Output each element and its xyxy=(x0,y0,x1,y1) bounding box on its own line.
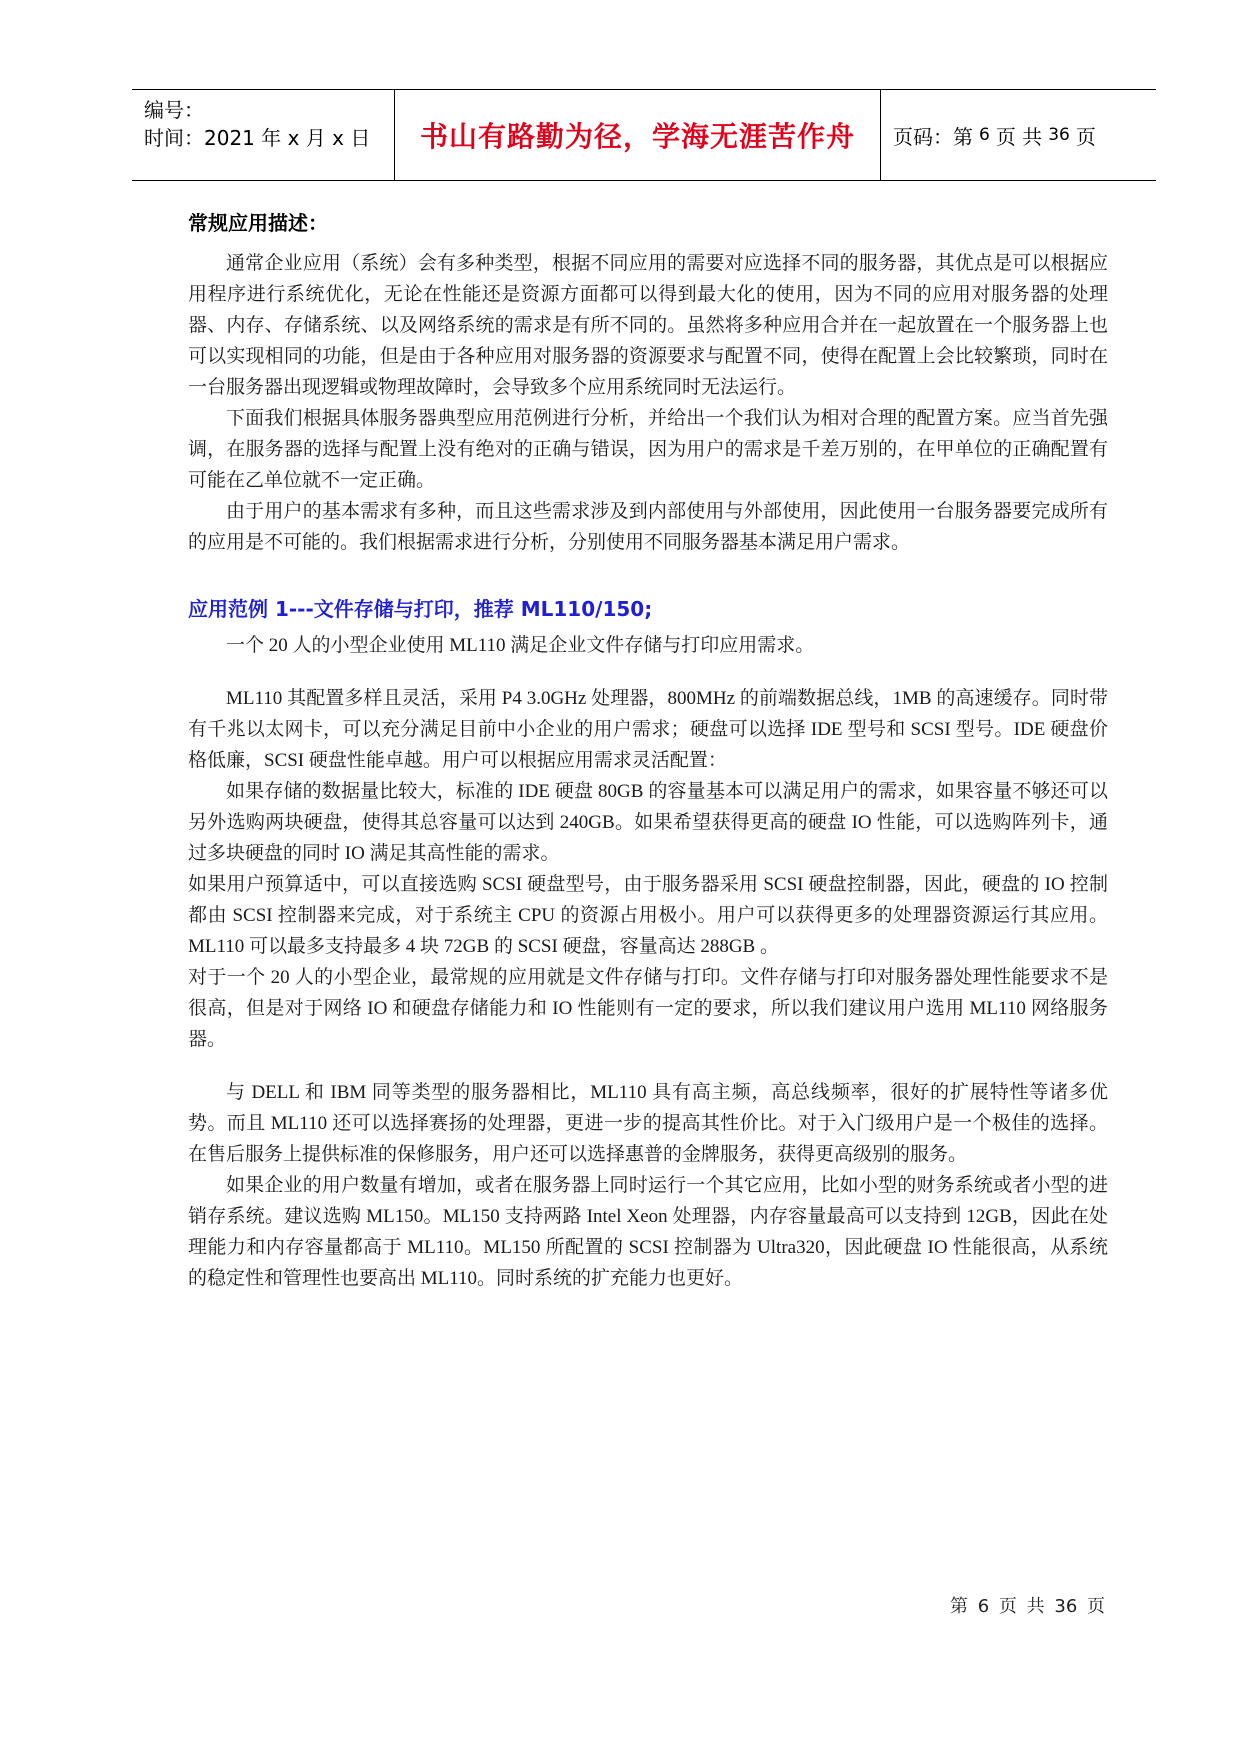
header-meta xyxy=(132,90,394,180)
paragraph: 通常企业应用（系统）会有多种类型，根据不同应用的需要对应选择不同的服务器，其优点是可以根据应用程序进行系统优化，无论在性能还是资源方面都可以得到最大化的使用，因为不同的应用对服务器的处理器、内存、存储系统、以及网络系统的需求是有所不同的。虽然将多种应用合并在一起放置在一个服务器上也可以实现相同的功能，但是由于各种应用对服务器的资源要求与配置不同，使得在配置上会比较繁琐，同时在一台服务器出现逻辑或物理故障时，会导致多个应用系统同时无法运行。 xyxy=(188,253,1108,398)
paragraph: 如果企业的用户数量有增加，或者在服务器上同时运行一个其它应用，比如小型的财务系统或者小型的进销存系统。建议选购 ML150。ML150 支持两路 Intel Xeon 处理器，内存容量最高可以支持到 12GB，因此在处理能力和内存容量都高于 ML110。ML150 所配置的 SCSI 控制器为 Ultra320，因此硬盘 IO 性能很高，从系统的稳定性和管理性也要高出 ML110。同时系统的扩充能力也更好。 xyxy=(188,1175,1108,1289)
header-slogan: 书山有路勤为径，学海无涯苦作舟 xyxy=(394,90,881,180)
header-page-number xyxy=(881,90,1156,180)
page-footer: 第 6 页 共 36 页 xyxy=(950,1596,1105,1617)
paragraph: 下面我们根据具体服务器典型应用范例进行分析，并给出一个我们认为相对合理的配置方案。应当首先强调，在服务器的选择与配置上没有绝对的正确与错误，因为用户的需求是千差万别的，在甲单位的正确配置有可能在乙单位就不一定正确。 xyxy=(188,408,1108,491)
paragraph: 由于用户的基本需求有多种，而且这些需求涉及到内部使用与外部使用，因此使用一台服务器要完成所有的应用是不可能的。我们根据需求进行分析，分别使用不同服务器基本满足用户需求。 xyxy=(188,501,1108,553)
document-body xyxy=(188,208,1108,1294)
document-time-label: 时间：2021 年 x 月 x 日 xyxy=(144,126,371,150)
page-total: 36 xyxy=(1048,125,1070,145)
paragraph: 如果存储的数据量比较大，标准的 IDE 硬盘 80GB 的容量基本可以满足用户的需求，如果容量不够还可以另外选购两块硬盘，使得其总容量可以达到 240GB。如果希望获得更高的硬盘 IO 性能，可以选购阵列卡，通过多块硬盘的同时 IO 满足其高性能的需求。 xyxy=(188,781,1108,864)
page-prefix: 页码：第 xyxy=(893,124,973,149)
section-heading-example-1: 应用范例 1---文件存储与打印，推荐 ML110/150; xyxy=(188,597,653,621)
page-current: 6 xyxy=(979,125,990,145)
document-header xyxy=(132,89,1156,181)
paragraph: 如果用户预算适中，可以直接选购 SCSI 硬盘型号，由于服务器采用 SCSI 硬盘控制器，因此，硬盘的 IO 控制都由 SCSI 控制器来完成，对于系统主 CPU 的资源占用极小。用户可以获得更多的处理器资源运行其应用。ML110 可以最多支持最多 4 块 72GB 的 SCSI 硬盘，容量高达 288GB 。 xyxy=(188,874,1108,957)
paragraph: 与 DELL 和 IBM 同等类型的服务器相比，ML110 具有高主频，高总线频率，很好的扩展特性等诸多优势。而且 ML110 还可以选择赛扬的处理器，更进一步的提高其性价比。对于入门级用户是一个极佳的选择。在售后服务上提供标准的保修服务，用户还可以选择惠普的金牌服务，获得更高级别的服务。 xyxy=(188,1082,1108,1165)
document-number-label: 编号： xyxy=(144,98,204,122)
page-suffix: 页 xyxy=(1075,124,1096,149)
section-heading-general: 常规应用描述： xyxy=(188,211,328,235)
page-mid: 页 共 xyxy=(995,124,1043,149)
paragraph: 一个 20 人的小型企业使用 ML110 满足企业文件存储与打印应用需求。 xyxy=(226,635,815,656)
paragraph: ML110 其配置多样且灵活，采用 P4 3.0GHz 处理器，800MHz 的前端数据总线，1MB 的高速缓存。同时带有千兆以太网卡，可以充分满足目前中小企业的用户需求；硬盘可以选择 IDE 型号和 SCSI 型号。IDE 硬盘价格低廉，SCSI 硬盘性能卓越。用户可以根据应用需求灵活配置： xyxy=(188,688,1108,771)
paragraph: 对于一个 20 人的小型企业，最常规的应用就是文件存储与打印。文件存储与打印对服务器处理性能要求不是很高，但是对于网络 IO 和硬盘存储能力和 IO 性能则有一定的要求，所以我们建议用户选用 ML110 网络服务器。 xyxy=(188,967,1108,1050)
